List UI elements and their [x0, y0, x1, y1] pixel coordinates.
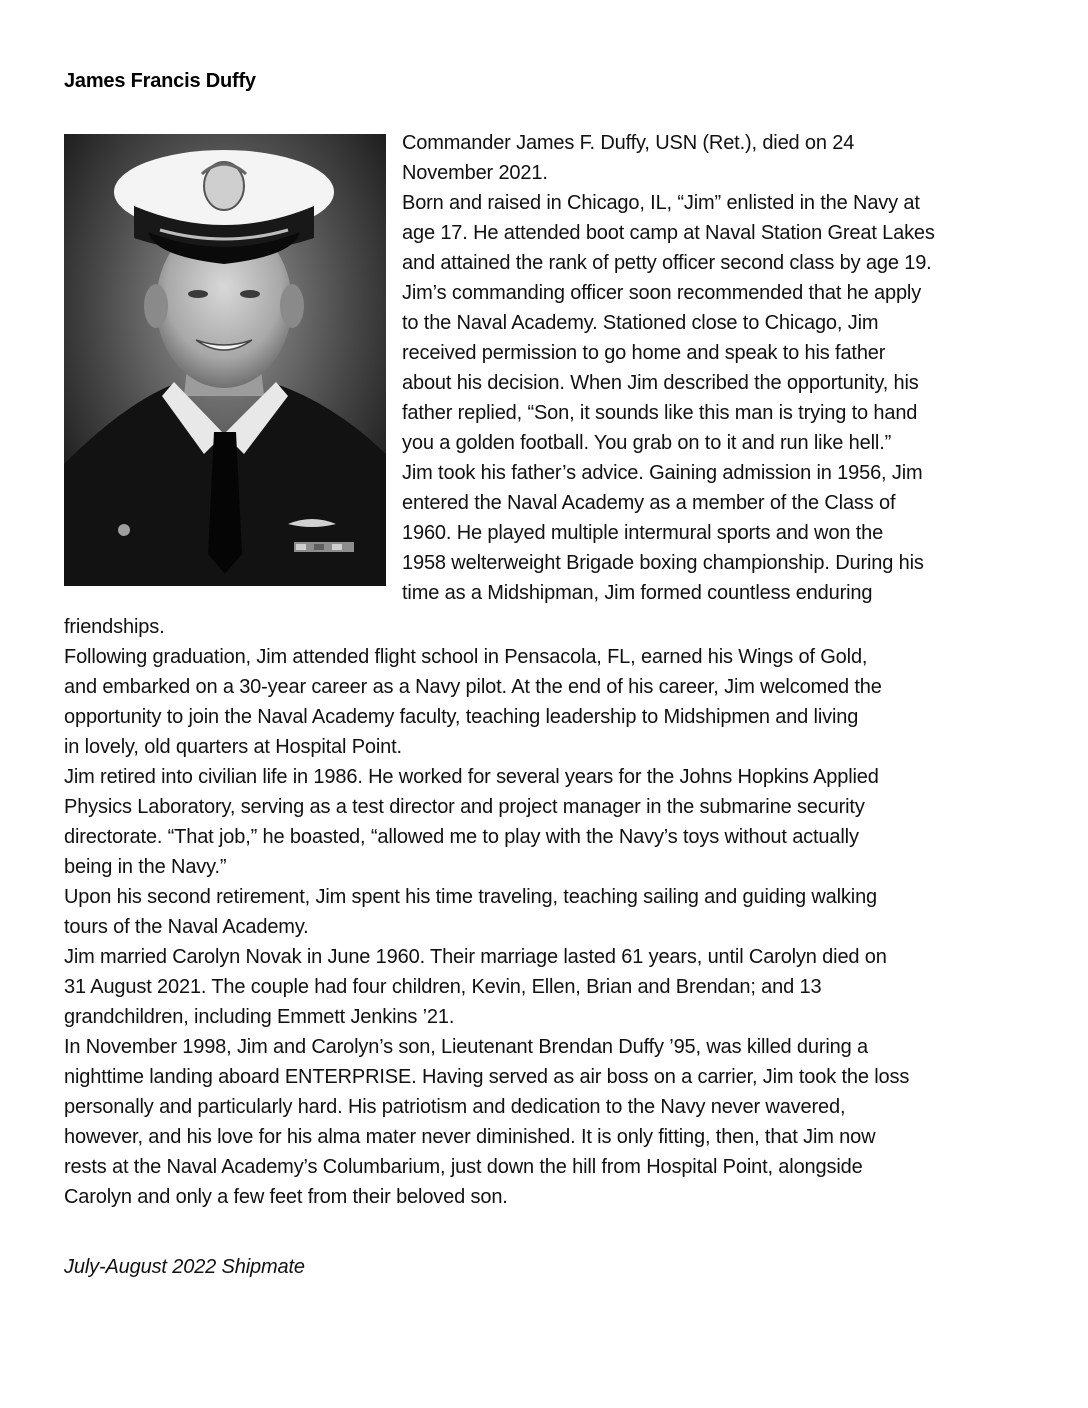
text-line: tours of the Naval Academy. [64, 916, 309, 938]
text-line: about his decision. When Jim described the opportunity, his [402, 372, 919, 394]
text-line: being in the Navy.” [64, 856, 227, 878]
source-citation: July-August 2022 Shipmate [64, 1256, 305, 1278]
text-line: to the Naval Academy. Stationed close to Chicago, Jim [402, 312, 879, 334]
text-line: father replied, “Son, it sounds like this man is trying to hand [402, 402, 918, 424]
text-line: rests at the Naval Academy’s Columbarium, just down the hill from Hospital Point, alongside [64, 1156, 863, 1178]
text-line: personally and particularly hard. His patriotism and dedication to the Navy never wavered, [64, 1096, 846, 1118]
text-line: opportunity to join the Naval Academy faculty, teaching leadership to Midshipmen and living [64, 706, 859, 728]
text-line: friendships. [64, 616, 165, 638]
text-line: Upon his second retirement, Jim spent his time traveling, teaching sailing and guiding walking [64, 886, 878, 908]
text-line: grandchildren, including Emmett Jenkins ’21. [64, 1006, 455, 1028]
text-line: 1960. He played multiple intermural sports and won the [402, 522, 884, 544]
text-line: Jim took his father’s advice. Gaining admission in 1956, Jim [402, 462, 923, 484]
text-line: time as a Midshipman, Jim formed countless enduring [402, 582, 873, 604]
text-line: entered the Naval Academy as a member of the Class of [402, 492, 896, 514]
text-line: however, and his love for his alma mater never diminished. It is only fitting, then, that Jim now [64, 1126, 876, 1148]
text-line: 1958 welterweight Brigade boxing championship. During his [402, 552, 924, 574]
text-line: you a golden football. You grab on to it and run like hell.” [402, 432, 892, 454]
text-line: and attained the rank of petty officer second class by age 19. [402, 252, 932, 274]
text-line: received permission to go home and speak to his father [402, 342, 886, 364]
text-line: Born and raised in Chicago, IL, “Jim” enlisted in the Navy at [402, 192, 920, 214]
obituary-title: James Francis Duffy [64, 70, 256, 92]
text-line: nighttime landing aboard ENTERPRISE. Having served as air boss on a carrier, Jim took the loss [64, 1066, 910, 1088]
text-line: November 2021. [402, 162, 548, 184]
text-line: Commander James F. Duffy, USN (Ret.), died on 24 [402, 132, 855, 154]
text-line: Carolyn and only a few feet from their beloved son. [64, 1186, 508, 1208]
text-line: In November 1998, Jim and Carolyn’s son, Lieutenant Brendan Duffy ’95, was killed during a [64, 1036, 869, 1058]
text-line: age 17. He attended boot camp at Naval Station Great Lakes [402, 222, 935, 244]
text-line: and embarked on a 30-year career as a Navy pilot. At the end of his career, Jim welcomed the [64, 676, 882, 698]
text-line: Following graduation, Jim attended flight school in Pensacola, FL, earned his Wings of Gold, [64, 646, 868, 668]
portrait-photo-art [64, 134, 386, 586]
portrait-photo [64, 134, 386, 586]
text-line: Jim’s commanding officer soon recommended that he apply [402, 282, 922, 304]
text-line: in lovely, old quarters at Hospital Point. [64, 736, 402, 758]
text-line: Physics Laboratory, serving as a test director and project manager in the submarine security [64, 796, 865, 818]
text-line: Jim retired into civilian life in 1986. He worked for several years for the Johns Hopkins Applied [64, 766, 879, 788]
text-line: 31 August 2021. The couple had four children, Kevin, Ellen, Brian and Brendan; and 13 [64, 976, 822, 998]
text-line: Jim married Carolyn Novak in June 1960. Their marriage lasted 61 years, until Carolyn died on [64, 946, 887, 968]
text-line: directorate. “That job,” he boasted, “allowed me to play with the Navy’s toys without actually [64, 826, 859, 848]
